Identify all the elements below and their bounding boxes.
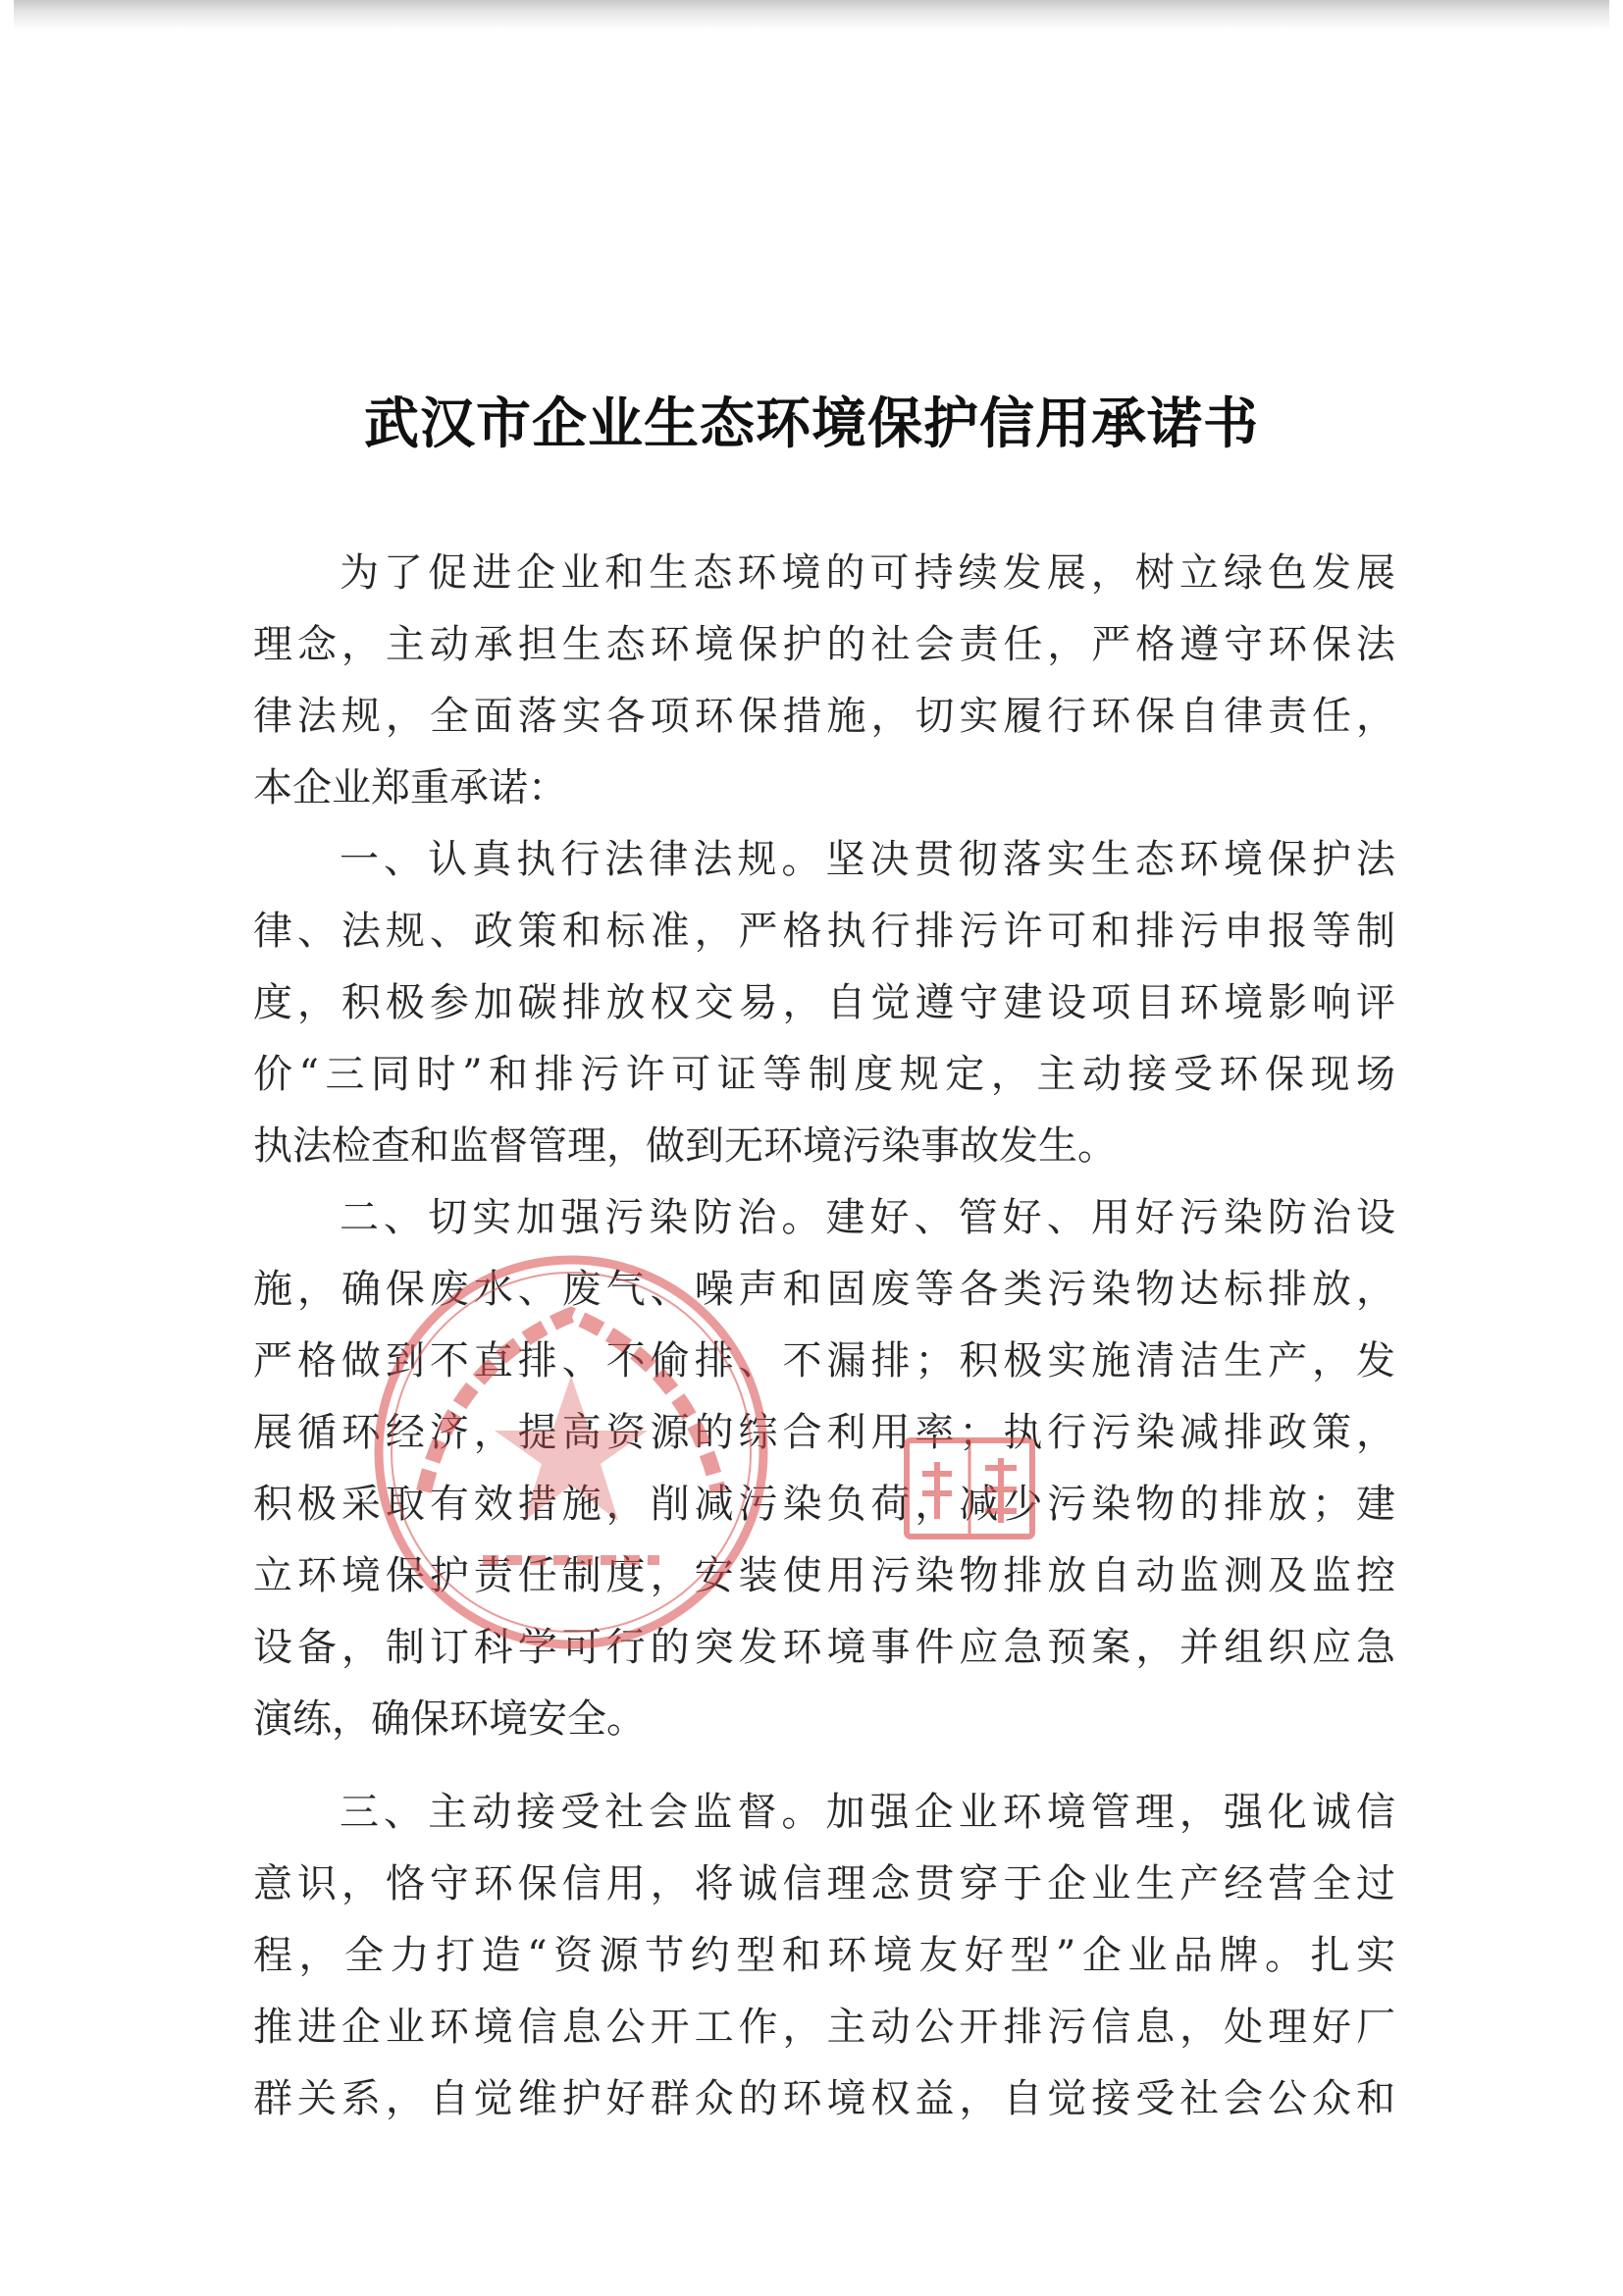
body-line: 意识，恪守环保信用，将诚信理念贯穿于企业生产经营全过 — [253, 1861, 1395, 1906]
body-line: 为了促进企业和生态环境的可持续发展，树立绿色发展 — [340, 550, 1395, 596]
body-line: 程，全力打造“资源节约型和环境友好型”企业品牌。扎实 — [253, 1933, 1395, 1978]
body-line: 律、法规、政策和标准，严格执行排污许可和排污申报等制 — [253, 909, 1395, 954]
body-line: 演练，确保环境安全。 — [253, 1696, 646, 1742]
body-line: 群关系，自觉维护好群众的环境权益，自觉接受社会公众和 — [253, 2076, 1395, 2121]
body-line: 律法规，全面落实各项环保措施，切实履行环保自律责任， — [253, 694, 1395, 739]
body-line: 严格做到不直排、不偷排、不漏排；积极实施清洁生产，发 — [253, 1338, 1395, 1383]
body-line: 积极采取有效措施，削减污染负荷，减少污染物的排放；建 — [253, 1482, 1395, 1527]
body-line: 展循环经济，提高资源的综合利用率；执行污染减排政策， — [253, 1410, 1395, 1455]
body-line: 推进企业环境信息公开工作，主动公开排污信息，处理好厂 — [253, 2005, 1395, 2050]
document-body — [253, 538, 1395, 2135]
body-line: 理念，主动承担生态环境保护的社会责任，严格遵守环保法 — [253, 622, 1395, 667]
paragraph-gap — [253, 1755, 1395, 1777]
body-line: 执法检查和监督管理，做到无环境污染事故发生。 — [253, 1123, 1117, 1169]
body-line: 本企业郑重承诺： — [253, 765, 567, 810]
body-line: 设备，制订科学可行的突发环境事件应急预案，并组织应急 — [253, 1625, 1395, 1670]
body-line: 二、切实加强污染防治。建好、管好、用好污染防治设 — [340, 1195, 1395, 1240]
body-line: 施，确保废水、废气、噪声和固废等各类污染物达标排放， — [253, 1267, 1395, 1312]
body-line: 立环境保护责任制度，安装使用污染物排放自动监测及监控 — [253, 1553, 1395, 1598]
body-line: 三、主动接受社会监督。加强企业环境管理，强化诚信 — [340, 1790, 1395, 1835]
body-line: 价“三同时”和排污许可证等制度规定，主动接受环保现场 — [253, 1052, 1395, 1097]
body-line: 一、认真执行法律法规。坚决贯彻落实生态环境保护法 — [340, 837, 1395, 882]
document-title: 武汉市企业生态环境保护信用承诺书 — [364, 392, 1259, 456]
body-line: 度，积极参加碳排放权交易，自觉遵守建设项目环境影响评 — [253, 980, 1395, 1025]
